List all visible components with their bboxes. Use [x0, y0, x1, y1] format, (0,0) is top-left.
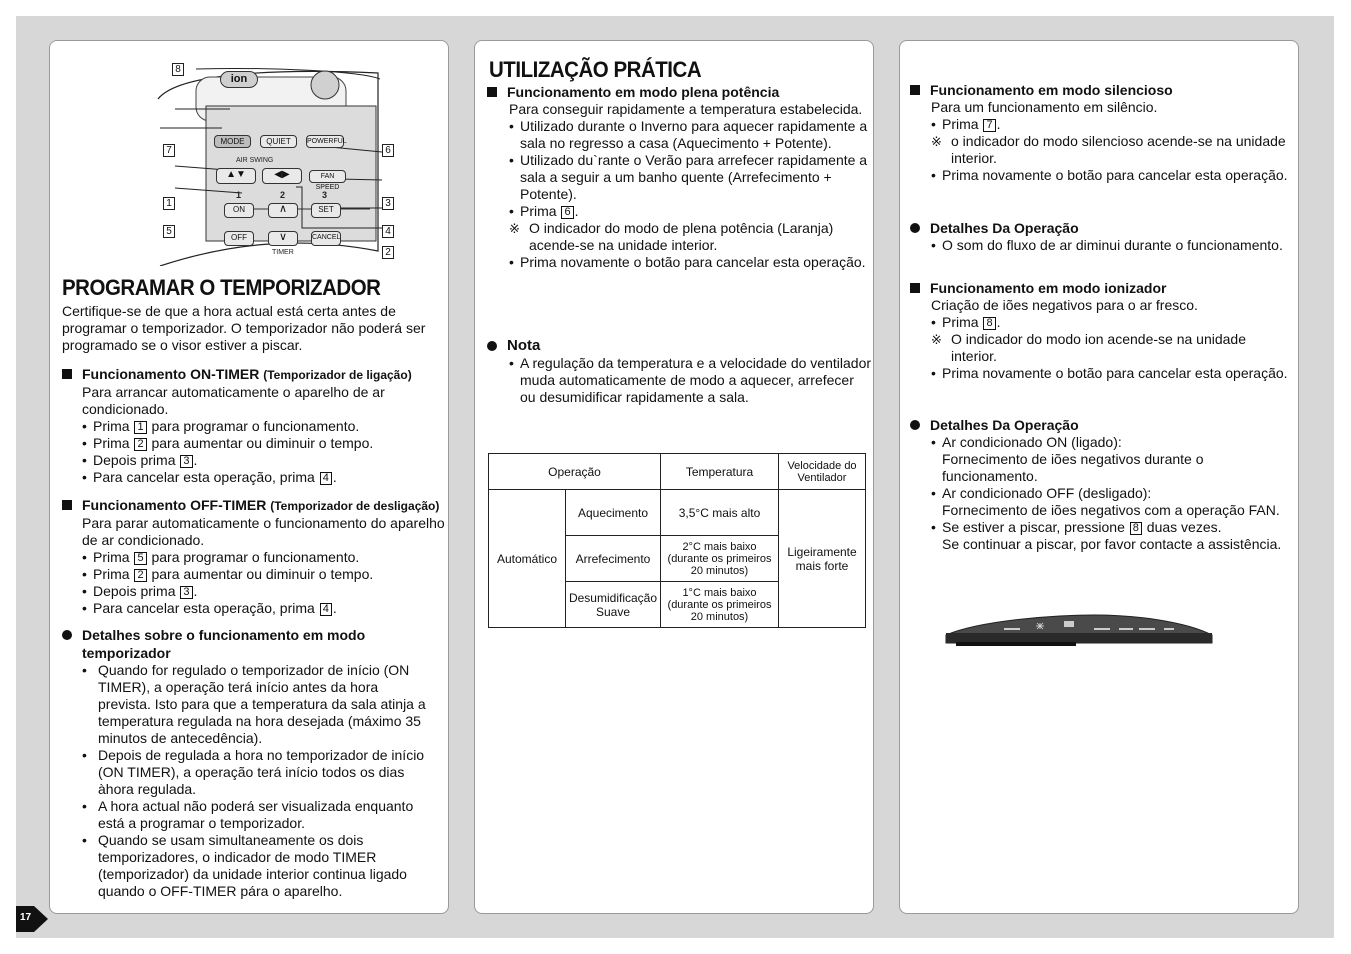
key-ref: 4 [320, 472, 332, 485]
list-text: • Ar condicionado ON (ligado): [942, 434, 1122, 450]
on-timer-desc: Para arrancar automaticamente o aparelho de ar condicionado. [82, 384, 385, 417]
leftright-arrow-icon: ◀▶ [274, 169, 290, 180]
cell-line: 20 minutos) [690, 610, 749, 623]
table-cell [661, 536, 779, 582]
chevron-up-icon: ∧ [278, 203, 288, 215]
off-timer-section [62, 496, 446, 617]
list-item [931, 314, 1295, 331]
nota-section [487, 337, 871, 406]
right-column [899, 40, 1299, 914]
page-number-tab [16, 906, 50, 932]
cell-line: (durante os primeiros [667, 598, 772, 611]
cell-line: Desumidificação [568, 590, 658, 605]
off-timer-heading-text: Funcionamento OFF-TIMER [82, 497, 267, 513]
operation-table [488, 453, 866, 628]
timer-label: TIMER [272, 249, 294, 256]
quiet-desc: Para um funcionamento em silêncio. [931, 99, 1158, 115]
air-swing-horizontal-button[interactable] [262, 168, 302, 184]
ion-heading: Funcionamento em modo ionizador [910, 279, 1295, 297]
list-text: Prima [520, 203, 557, 219]
powerful-desc: Para conseguir rapidamente a temperatura estabelecida. [509, 101, 863, 117]
on-timer-heading [62, 365, 446, 384]
list-item [82, 418, 446, 435]
callout-1: 1 [163, 197, 175, 210]
list-text: para programar o funcionamento. [151, 418, 360, 434]
list-text: Prima [942, 116, 979, 132]
callout-6: 6 [382, 144, 394, 157]
table-cell [566, 582, 661, 628]
table-header: Temperatura [661, 454, 779, 490]
powerful-button[interactable]: POWERFUL [306, 135, 344, 148]
list-text: Prima [93, 418, 130, 434]
key-ref: 1 [134, 421, 146, 434]
ion-details-heading: Detalhes Da Operação [910, 416, 1295, 434]
list-text: Se continuar a piscar, por favor contacte a assistência. [942, 536, 1282, 552]
key-ref: 4 [320, 603, 332, 616]
on-timer-heading-sub: (Temporizador de ligação) [263, 368, 412, 382]
list-item [82, 469, 446, 486]
step-1-label: 1 [236, 190, 242, 200]
list-text: Prima [93, 566, 130, 582]
note-item: ※ o indicador do modo silencioso acende-se na unidade interior. [931, 133, 1295, 167]
key-ref: 7 [983, 119, 995, 132]
set-button[interactable]: SET [311, 203, 341, 218]
list-item [931, 485, 1295, 519]
list-text: . [996, 116, 1001, 132]
step-3-label: 3 [322, 190, 328, 200]
list-text: Prima [93, 435, 130, 451]
table-header: Velocidade do Ventilador [779, 454, 866, 490]
list-item: • Prima novamente o botão para cancelar esta operação. [931, 167, 1295, 184]
list-text: • Ar condicionado OFF (desligado): [942, 485, 1152, 501]
key-ref: 8 [983, 317, 995, 330]
list-item [82, 549, 446, 566]
note-item: ※ O indicador do modo ion acende-se na unidade interior. [931, 331, 1295, 365]
list-item: • Quando se usam simultaneamente os dois temporizadores, o indicador de modo TIMER (temporizador) da unidade interior continua ligado quando o OFF-TIMER pára o aparelho. [82, 832, 432, 900]
list-text: duas vezes. [1146, 519, 1222, 535]
quiet-section [910, 81, 1295, 184]
key-ref: 5 [134, 552, 146, 565]
list-text: Para cancelar esta operação, prima [93, 600, 315, 616]
indoor-unit-display-illustration [944, 613, 1216, 649]
list-item: • Utilizado durante o Inverno para aquecer rapidamente a sala no regresso a casa (Aquecimento + Potente). [509, 118, 871, 152]
cell-line: 2°C mais baixo [682, 540, 757, 553]
page-title: PROGRAMAR O TEMPORIZADOR [62, 275, 381, 300]
callout-4: 4 [382, 225, 394, 238]
list-text: . [193, 452, 198, 468]
powerful-section [487, 83, 871, 271]
powerful-heading: Funcionamento em modo plena potência [487, 83, 871, 101]
left-column [49, 40, 449, 914]
quiet-details-heading: Detalhes Da Operação [910, 219, 1295, 237]
list-item [82, 452, 446, 469]
cancel-button[interactable]: CANCEL [311, 231, 341, 246]
air-swing-vertical-button[interactable] [216, 168, 256, 184]
list-text: . [332, 600, 337, 616]
list-text: Depois prima [93, 583, 176, 599]
timer-up-button[interactable] [268, 203, 298, 218]
ion-details-section [910, 416, 1295, 553]
list-item: • A regulação da temperatura e a velocidade do ventilador muda automaticamente de modo a aquecer, arrefecer ou desumidificar rapidamente a sala. [509, 355, 871, 406]
ion-button[interactable]: ion [220, 71, 258, 88]
list-text: Depois prima [93, 452, 176, 468]
callout-8: 8 [172, 63, 184, 76]
table-row [489, 454, 866, 490]
table-cell: Automático [489, 490, 566, 628]
table-cell [661, 582, 779, 628]
list-item: • Quando for regulado o temporizador de início (ON TIMER), a operação terá início antes da hora prevista. Isto para que a temperatura da sala atinja a temperatura regulada na hora desejada (máximo 35 minutos de antecedência). [82, 662, 432, 747]
key-ref: 3 [180, 586, 192, 599]
step-2-label: 2 [280, 190, 286, 200]
table-cell: Arrefecimento [566, 536, 661, 582]
list-item: • Utilizado du`rante o Verão para arrefecer rapidamente a sala a seguir a um banho quente (Arrefecimento + Potente). [509, 152, 871, 203]
ion-desc: Criação de iões negativos para o ar fresco. [931, 297, 1198, 313]
key-ref: 6 [561, 206, 573, 219]
off-timer-heading-sub: (Temporizador de desligação) [270, 499, 440, 513]
list-item: • Depois de regulada a hora no temporizador de início (ON TIMER), a operação terá início todos os dias àhora regulada. [82, 747, 432, 798]
callout-2: 2 [382, 246, 394, 259]
timer-details-section [62, 626, 432, 900]
list-text: . [574, 203, 579, 219]
list-item: • A hora actual não poderá ser visualizada enquanto está a programar o temporizador. [82, 798, 432, 832]
list-text: Se estiver a piscar, pressione [942, 519, 1125, 535]
on-timer-button[interactable]: ON [224, 203, 254, 218]
page-number: 17 [20, 912, 32, 923]
note-item: ※ O indicador do modo de plena potência (Laranja) acende-se na unidade interior. [509, 220, 871, 254]
key-ref: 2 [134, 438, 146, 451]
ion-section [910, 279, 1295, 382]
middle-column [474, 40, 874, 914]
list-text: . [193, 583, 198, 599]
list-item [931, 116, 1295, 133]
list-item [931, 519, 1295, 553]
list-text: Fornecimento de iões negativos com a operação FAN. [942, 502, 1280, 518]
quiet-button[interactable]: QUIET [260, 135, 297, 148]
table-row [489, 490, 866, 536]
timer-details-heading: Detalhes sobre o funcionamento em modo temporizador [62, 626, 432, 662]
quiet-details-section [910, 219, 1295, 254]
list-text: Fornecimento de iões negativos durante o funcionamento. [942, 451, 1204, 484]
section-title: UTILIZAÇÃO PRÁTICA [489, 57, 702, 82]
nota-heading: Nota [487, 337, 871, 355]
quiet-heading: Funcionamento em modo silencioso [910, 81, 1295, 99]
timer-down-button[interactable] [268, 231, 298, 246]
mode-button[interactable]: MODE [214, 135, 251, 148]
timer-intro: Certifique-se de que a hora actual está certa antes de programar o temporizador. O temporizador não poderá ser programado se o visor estiver a piscar. [62, 303, 426, 353]
updown-arrow-icon: ▲▼ [226, 169, 246, 180]
list-item [82, 566, 446, 583]
list-text: para aumentar ou diminuir o tempo. [151, 566, 374, 582]
list-text: . [332, 469, 337, 485]
chevron-down-icon: ∨ [278, 231, 288, 243]
on-timer-section [62, 365, 446, 486]
list-text: para aumentar ou diminuir o tempo. [151, 435, 374, 451]
list-item [82, 435, 446, 452]
list-text: Prima [942, 314, 979, 330]
off-timer-desc: Para parar automaticamente o funcionamento do aparelho de ar condicionado. [82, 515, 445, 548]
list-item [82, 583, 446, 600]
off-timer-button[interactable]: OFF [224, 231, 254, 246]
cell-line: (durante os primeiros [667, 552, 772, 565]
table-cell: Ligeiramente mais forte [779, 490, 866, 628]
list-item [82, 600, 446, 617]
list-text: Prima [93, 549, 130, 565]
list-text: Para cancelar esta operação, prima [93, 469, 315, 485]
list-text: . [996, 314, 1001, 330]
table-cell: Aquecimento [566, 490, 661, 536]
list-text: para programar o funcionamento. [151, 549, 360, 565]
remote-control-illustration [120, 61, 420, 266]
key-ref: 8 [1130, 522, 1142, 535]
list-item: • Prima novamente o botão para cancelar esta operação. [509, 254, 871, 271]
list-item [509, 203, 871, 220]
callout-7: 7 [163, 144, 175, 157]
key-ref: 2 [134, 569, 146, 582]
cell-line: Suave [595, 604, 631, 619]
off-timer-heading [62, 496, 446, 515]
table-header: Operação [489, 454, 661, 490]
page-background [16, 16, 1334, 938]
key-ref: 3 [180, 455, 192, 468]
list-item: • Prima novamente o botão para cancelar esta operação. [931, 365, 1295, 382]
callout-5: 5 [163, 225, 175, 238]
callout-3: 3 [382, 197, 394, 210]
cell-line: 20 minutos) [690, 564, 749, 577]
table-cell: 3,5°C mais alto [661, 490, 779, 536]
air-swing-label: AIR SWING [236, 157, 274, 164]
list-item [931, 434, 1295, 485]
list-item: • O som do fluxo de ar diminui durante o funcionamento. [931, 237, 1295, 254]
on-timer-heading-text: Funcionamento ON-TIMER [82, 366, 260, 382]
fan-speed-button[interactable]: FAN SPEED [309, 170, 346, 183]
cell-line: 1°C mais baixo [682, 586, 757, 599]
